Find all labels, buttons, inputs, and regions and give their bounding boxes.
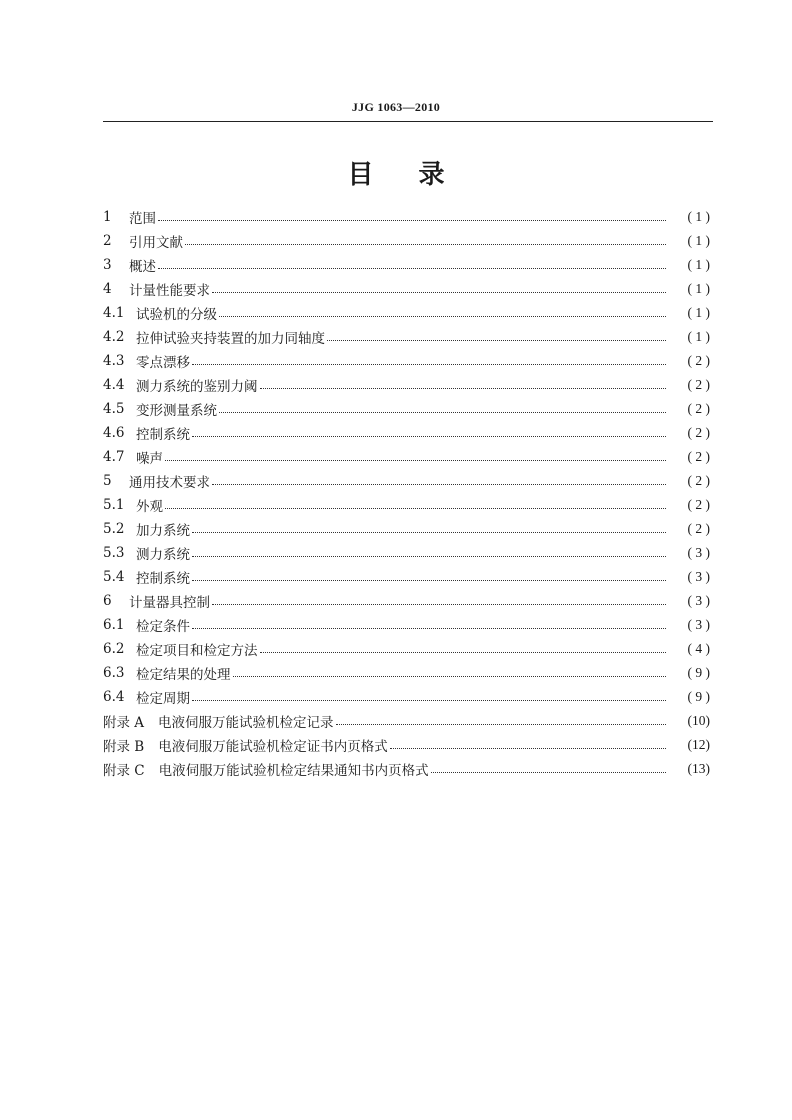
toc-entry-number: 4.4 — [103, 377, 125, 393]
dot-leader — [233, 666, 667, 680]
toc-entry-title: 引用文献 — [129, 235, 183, 251]
toc-entry-page: ( 1 ) — [687, 329, 710, 344]
toc-entry — [103, 445, 710, 469]
dot-leader — [192, 546, 666, 560]
toc-entry-page: ( 9 ) — [687, 689, 710, 704]
toc-entry-number: 4 — [103, 281, 112, 297]
toc-entry-page: ( 2 ) — [687, 449, 710, 464]
toc-entry-number: 5.4 — [103, 569, 125, 585]
toc-entry — [103, 637, 710, 661]
header-rule — [103, 121, 713, 122]
dot-leader — [192, 570, 666, 584]
toc-entry-title: 试验机的分级 — [136, 307, 217, 323]
dot-leader — [192, 618, 666, 632]
toc-entry-title: 电液伺服万能试验机检定证书内页格式 — [158, 739, 388, 755]
toc-entry-title: 噪声 — [136, 451, 163, 467]
toc-entry-title: 范围 — [129, 211, 156, 227]
toc-entry — [103, 397, 710, 421]
toc-entry-number: 4.2 — [103, 329, 125, 345]
toc-entry-page: ( 3 ) — [687, 617, 710, 632]
dot-leader — [192, 426, 666, 440]
toc-entry — [103, 565, 710, 589]
toc-entry-number: 附录 C — [103, 763, 145, 779]
toc-entry — [103, 589, 710, 613]
toc-entry — [103, 493, 710, 517]
toc-entry-page: ( 2 ) — [687, 401, 710, 416]
toc-entry — [103, 205, 710, 229]
toc-entry — [103, 709, 710, 733]
toc-entry-title: 变形测量系统 — [136, 403, 217, 419]
toc-entry-title: 加力系统 — [136, 523, 190, 539]
toc-entry-number: 6.3 — [103, 665, 125, 681]
dot-leader — [390, 738, 666, 752]
toc-entry — [103, 421, 710, 445]
toc-entry-number: 4.7 — [103, 449, 125, 465]
toc-entry — [103, 733, 710, 757]
toc-entry-page: ( 1 ) — [687, 257, 710, 272]
toc-entry-page: ( 2 ) — [687, 377, 710, 392]
dot-leader — [212, 474, 666, 488]
dot-leader — [158, 210, 666, 224]
toc-entry-title: 检定周期 — [136, 691, 190, 707]
dot-leader — [219, 402, 666, 416]
dot-leader — [185, 234, 666, 248]
toc-entry-page: ( 2 ) — [687, 425, 710, 440]
dot-leader — [158, 258, 666, 272]
dot-leader — [165, 450, 666, 464]
toc-entry-number: 4.1 — [103, 305, 125, 321]
toc-entry — [103, 517, 710, 541]
toc-entry-title: 概述 — [129, 259, 156, 275]
toc-entry — [103, 301, 710, 325]
dot-leader — [192, 354, 666, 368]
toc-entry-title: 外观 — [136, 499, 163, 515]
toc-entry — [103, 541, 710, 565]
toc-entry-title: 通用技术要求 — [129, 475, 210, 491]
toc-entry-page: ( 3 ) — [687, 545, 710, 560]
toc-entry-title: 电液伺服万能试验机检定记录 — [158, 715, 334, 731]
toc-entry-page: (10) — [687, 713, 710, 728]
dot-leader — [260, 642, 667, 656]
toc-entry-number: 6.2 — [103, 641, 125, 657]
toc-entry-number: 6.1 — [103, 617, 125, 633]
toc-entry-page: ( 2 ) — [687, 473, 710, 488]
toc-entry-title: 检定项目和检定方法 — [136, 643, 258, 659]
toc-entry-title: 控制系统 — [136, 571, 190, 587]
toc-entry — [103, 253, 710, 277]
toc-entry-number: 5 — [103, 473, 112, 489]
toc-entry-page: ( 9 ) — [687, 665, 710, 680]
toc-entry-number: 4.3 — [103, 353, 125, 369]
dot-leader — [192, 522, 666, 536]
toc-entry — [103, 469, 710, 493]
toc-entry-page: (13) — [687, 761, 710, 776]
toc-entry-page: ( 3 ) — [687, 569, 710, 584]
toc-entry — [103, 325, 710, 349]
toc-entry — [103, 229, 710, 253]
toc-entry-number: 5.2 — [103, 521, 125, 537]
toc-entry-page: ( 4 ) — [687, 641, 710, 656]
dot-leader — [212, 594, 666, 608]
page-title: 目 录 — [347, 160, 445, 190]
dot-leader — [212, 282, 666, 296]
toc-entry — [103, 757, 710, 781]
toc-entry — [103, 349, 710, 373]
toc-entry-page: ( 1 ) — [687, 233, 710, 248]
toc-entry-page: ( 1 ) — [687, 281, 710, 296]
toc-entry-number: 1 — [103, 209, 112, 225]
dot-leader — [327, 330, 666, 344]
toc-entry-title: 测力系统的鉴别力阈 — [136, 379, 258, 395]
toc-entry — [103, 613, 710, 637]
standard-code: JJG 1063—2010 — [351, 100, 441, 114]
toc-entry-page: ( 1 ) — [687, 305, 710, 320]
toc-entry-number: 2 — [103, 233, 112, 249]
toc-entry-page: (12) — [687, 737, 710, 752]
dot-leader — [192, 690, 666, 704]
toc-entry-title: 控制系统 — [136, 427, 190, 443]
dot-leader — [219, 306, 666, 320]
toc-entry-title: 检定结果的处理 — [136, 667, 231, 683]
toc-entry-title: 计量器具控制 — [129, 595, 210, 611]
toc-entry-number: 5.3 — [103, 545, 125, 561]
dot-leader — [431, 762, 666, 776]
toc-entry-number: 4.5 — [103, 401, 125, 417]
toc-entry-number: 附录 B — [103, 739, 145, 755]
toc-entry-number: 3 — [103, 257, 112, 273]
toc-entry-page: ( 1 ) — [687, 209, 710, 224]
toc-entry — [103, 685, 710, 709]
toc-entry — [103, 373, 710, 397]
toc-entry-number: 6.4 — [103, 689, 125, 705]
toc-entry-page: ( 2 ) — [687, 353, 710, 368]
table-of-contents — [103, 205, 710, 781]
toc-entry — [103, 661, 710, 685]
toc-entry-number: 附录 A — [103, 715, 145, 731]
toc-entry-title: 零点漂移 — [136, 355, 190, 371]
toc-entry-number: 5.1 — [103, 497, 125, 513]
dot-leader — [165, 498, 666, 512]
toc-entry-title: 检定条件 — [136, 619, 190, 635]
toc-entry-title: 测力系统 — [136, 547, 190, 563]
toc-entry-number: 4.6 — [103, 425, 125, 441]
dot-leader — [336, 714, 666, 728]
toc-entry-title: 计量性能要求 — [129, 283, 210, 299]
toc-entry-page: ( 2 ) — [687, 521, 710, 536]
toc-entry-page: ( 2 ) — [687, 497, 710, 512]
toc-entry-title: 拉伸试验夹持装置的加力同轴度 — [136, 331, 325, 347]
toc-entry-page: ( 3 ) — [687, 593, 710, 608]
toc-entry-title: 电液伺服万能试验机检定结果通知书内页格式 — [158, 763, 429, 779]
toc-entry-number: 6 — [103, 593, 112, 609]
toc-entry — [103, 277, 710, 301]
dot-leader — [260, 378, 667, 392]
